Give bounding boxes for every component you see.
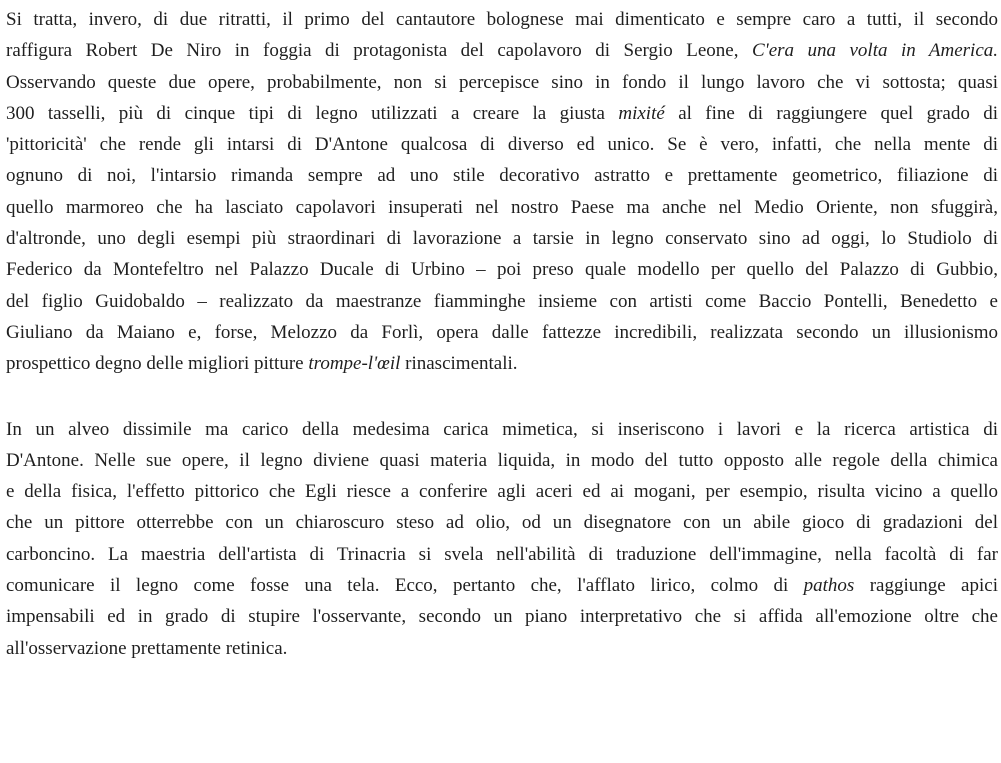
text-run: 300 tasselli, più di cinque tipi di legno utilizzati a creare la giusta xyxy=(6,102,619,124)
text-run: al fine di raggiungere quel grado di xyxy=(664,102,998,124)
text-run: raffigura Robert De Niro in foggia di protagonista del capolavoro di Sergio Leone, xyxy=(6,40,752,62)
text-line xyxy=(6,539,998,570)
text-run: Si tratta, invero, di due ritratti, il primo del cantautore bolognese mai dimenticato e sempre caro a tutti, il secondo xyxy=(6,9,998,30)
text-line xyxy=(6,129,998,160)
italic-text: mixité xyxy=(618,102,665,124)
text-line xyxy=(6,4,998,35)
italic-text: C'era una volta in America. xyxy=(751,40,998,62)
text-run: all'osservazione prettamente retinica. xyxy=(6,637,288,659)
text-run: e della fisica, l'effetto pittorico che Egli riesce a conferire agli aceri ed ai mogani, per esempio, risulta vicino a quello xyxy=(6,481,998,503)
text-run: In un alveo dissimile ma carico della medesima carica mimetica, si inseriscono i lavori e la ricerca artistica di xyxy=(6,418,998,440)
text-line xyxy=(6,35,998,66)
text-run: ognuno di noi, l'intarsio rimanda sempre ad uno stile decorativo astratto e prettamente geometrico, filiazione di xyxy=(6,165,998,187)
italic-text: trompe-l'œil xyxy=(308,353,401,375)
text-run: 'pittoricità' che rende gli intarsi di D'Antone qualcosa di diverso ed unico. Se è vero, infatti, che nella mente di xyxy=(6,134,998,156)
text-line xyxy=(6,414,998,445)
text-run: Osservando queste due opere, probabilmente, non si percepisce sino in fondo il lungo lavoro che vi sottosta; quasi xyxy=(6,71,998,93)
text-run: che un pittore otterrebbe con un chiaroscuro steso ad olio, od un disegnatore con un abile gioco di gradazioni del xyxy=(6,512,998,534)
italic-text: pathos xyxy=(803,575,855,597)
text-run: rinascimentali. xyxy=(400,353,518,375)
text-line xyxy=(6,348,998,379)
text-line xyxy=(6,601,998,632)
text-line xyxy=(6,223,998,254)
text-line xyxy=(6,317,998,348)
text-line xyxy=(6,98,998,129)
text-line xyxy=(6,286,998,317)
text-run: D'Antone. Nelle sue opere, il legno diviene quasi materia liquida, in modo del tutto opposto alle regole della chimica xyxy=(6,449,998,471)
text-line xyxy=(6,192,998,223)
text-run: Federico da Montefeltro nel Palazzo Ducale di Urbino – poi preso quale modello per quello del Palazzo di Gubbio, xyxy=(6,259,998,281)
text-run: prospettico degno delle migliori pitture xyxy=(6,353,309,375)
paragraph-2 xyxy=(6,414,998,664)
text-run: impensabili ed in grado di stupire l'osservante, secondo un piano interpretativo che si affida all'emozione oltre che xyxy=(6,606,998,628)
text-line xyxy=(6,476,998,507)
text-run: del figlio Guidobaldo – realizzato da maestranze fiamminghe insieme con artisti come Baccio Pontelli, Benedetto e xyxy=(6,290,998,312)
text-run: carboncino. La maestria dell'artista di Trinacria si svela nell'abilità di traduzione dell'immagine, nella facoltà di far xyxy=(6,543,998,565)
paragraph-1 xyxy=(6,4,998,380)
text-run: d'altronde, uno degli esempi più straordinari di lavorazione a tarsie in legno conservato sino ad oggi, lo Studiolo di xyxy=(6,228,998,250)
text-run: comunicare il legno come fosse una tela. Ecco, pertanto che, l'afflato lirico, colmo di xyxy=(6,575,804,597)
text-run: quello marmoreo che ha lasciato capolavori insuperati nel nostro Paese ma anche nel Medio Oriente, non sfuggirà, xyxy=(6,196,998,218)
text-line xyxy=(6,445,998,476)
paragraph-spacer xyxy=(6,380,998,414)
text-line xyxy=(6,160,998,191)
text-line xyxy=(6,507,998,538)
text-line xyxy=(6,254,998,285)
text-line xyxy=(6,67,998,98)
text-line xyxy=(6,570,998,601)
text-run: raggiunge apici xyxy=(854,575,998,597)
document-page xyxy=(6,4,998,760)
text-line xyxy=(6,633,998,664)
text-run: Giuliano da Maiano e, forse, Melozzo da Forlì, opera dalle fattezze incredibili, realizzata secondo un illusionismo xyxy=(6,321,998,343)
